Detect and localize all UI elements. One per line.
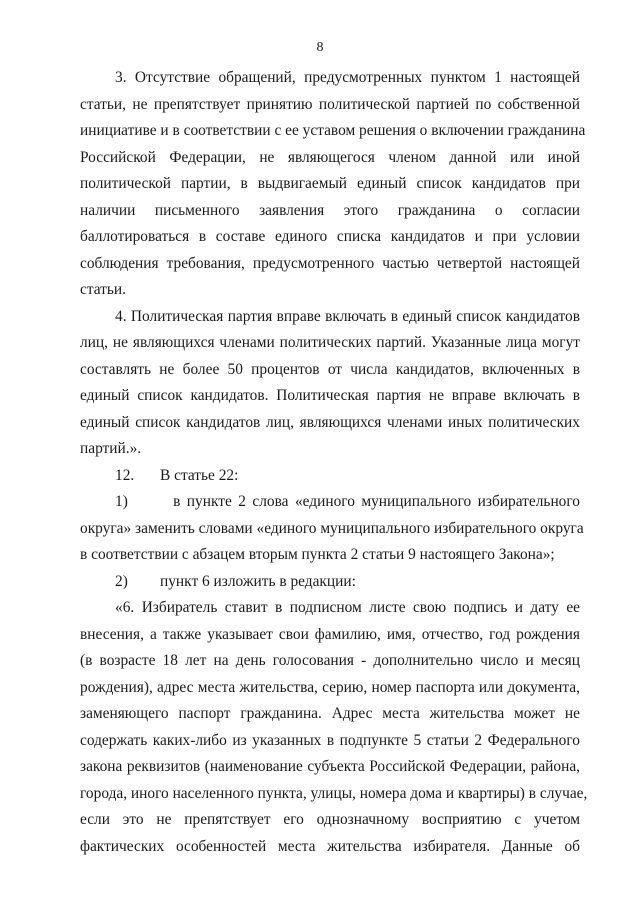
subitem-1: [80, 489, 584, 569]
paragraph-line: 4. Политическая партия вправе включать в единый список кандидатов: [115, 307, 580, 325]
quoted-paragraph-6: [80, 595, 588, 860]
paragraph-line: составлять не более 50 процентов от числа кандидатов, включенных в: [80, 360, 580, 378]
paragraph-4: [80, 304, 580, 463]
document-body: [80, 65, 588, 860]
paragraph-line: Российской Федерации, не являющегося членом данной или иной: [80, 148, 580, 166]
paragraph-line: в пункте 2 слова «единого муниципального избирательного: [173, 493, 580, 510]
item-12: [80, 463, 580, 490]
paragraph-line: (в возрасте 18 лет на день голосования - дополнительно число и месяц: [80, 652, 580, 669]
paragraph-line: закона реквизитов (наименование субъекта Российской Федерации, района,: [80, 758, 580, 775]
item-12-text: В статье 22:: [160, 466, 239, 484]
page-number: 8: [316, 40, 324, 55]
paragraph-line: заменяющего паспорт гражданина. Адрес места жительства может не: [80, 705, 580, 722]
paragraph-line: фактических особенностей места жительства избирателя. Данные об: [80, 837, 580, 855]
paragraph-3: [80, 65, 586, 304]
paragraph-line: статьи, не препятствует принятию политической партией по собственной: [80, 95, 580, 113]
paragraph-line: инициативе и в соответствии с ее уставом решения о включении гражданина: [80, 122, 586, 139]
paragraph-line: рождения), адрес места жительства, серию, номер паспорта или документа,: [80, 678, 580, 696]
subitem-2-text: пункт 6 изложить в редакции:: [160, 572, 356, 590]
subitem-1-label: 1): [115, 493, 128, 510]
subitem-2: [80, 569, 580, 596]
paragraph-line: округа» заменить словами «единого муниципального избирательного округа: [80, 519, 584, 537]
paragraph-line: содержать каких-либо из указанных в подпункте 5 статьи 2 Федерального: [80, 731, 580, 749]
item-12-label: 12.: [115, 466, 135, 484]
paragraph-line: внесения, а также указывает свои фамилию, имя, отчество, год рождения: [80, 625, 580, 643]
paragraph-line: если это не препятствует его однозначному восприятию с учетом: [80, 811, 580, 828]
paragraph-line: наличии письменного заявления этого гражданина о согласии: [80, 201, 580, 219]
paragraph-line: статьи.: [80, 281, 127, 298]
paragraph-line: политической партии, в выдвигаемый единый список кандидатов при: [80, 175, 580, 192]
paragraph-line: в соответствии с абзацем вторым пункта 2 статьи 9 настоящего Закона»;: [80, 546, 555, 563]
paragraph-line: города, иного населенного пункта, улицы, номера дома и квартиры) в случае,: [80, 784, 588, 802]
paragraph-line: соблюдения требования, предусмотренного частью четвертой настоящей: [80, 254, 580, 272]
paragraph-line: лиц, не являющихся членами политических партий. Указанные лица могут: [80, 334, 580, 351]
subitem-2-label: 2): [115, 572, 128, 590]
paragraph-line: баллотироваться в составе единого списка кандидатов и при условии: [80, 228, 580, 245]
paragraph-line: 3. Отсутствие обращений, предусмотренных пунктом 1 настоящей: [115, 69, 580, 86]
paragraph-line: единый список кандидатов лиц, являющихся членами иных политических: [80, 413, 580, 431]
paragraph-line: «6. Избиратель ставит в подписном листе свою подпись и дату ее: [115, 599, 580, 616]
paragraph-line: партий.».: [80, 440, 142, 457]
paragraph-line: единый список кандидатов. Политическая партия не вправе включать в: [80, 387, 580, 404]
